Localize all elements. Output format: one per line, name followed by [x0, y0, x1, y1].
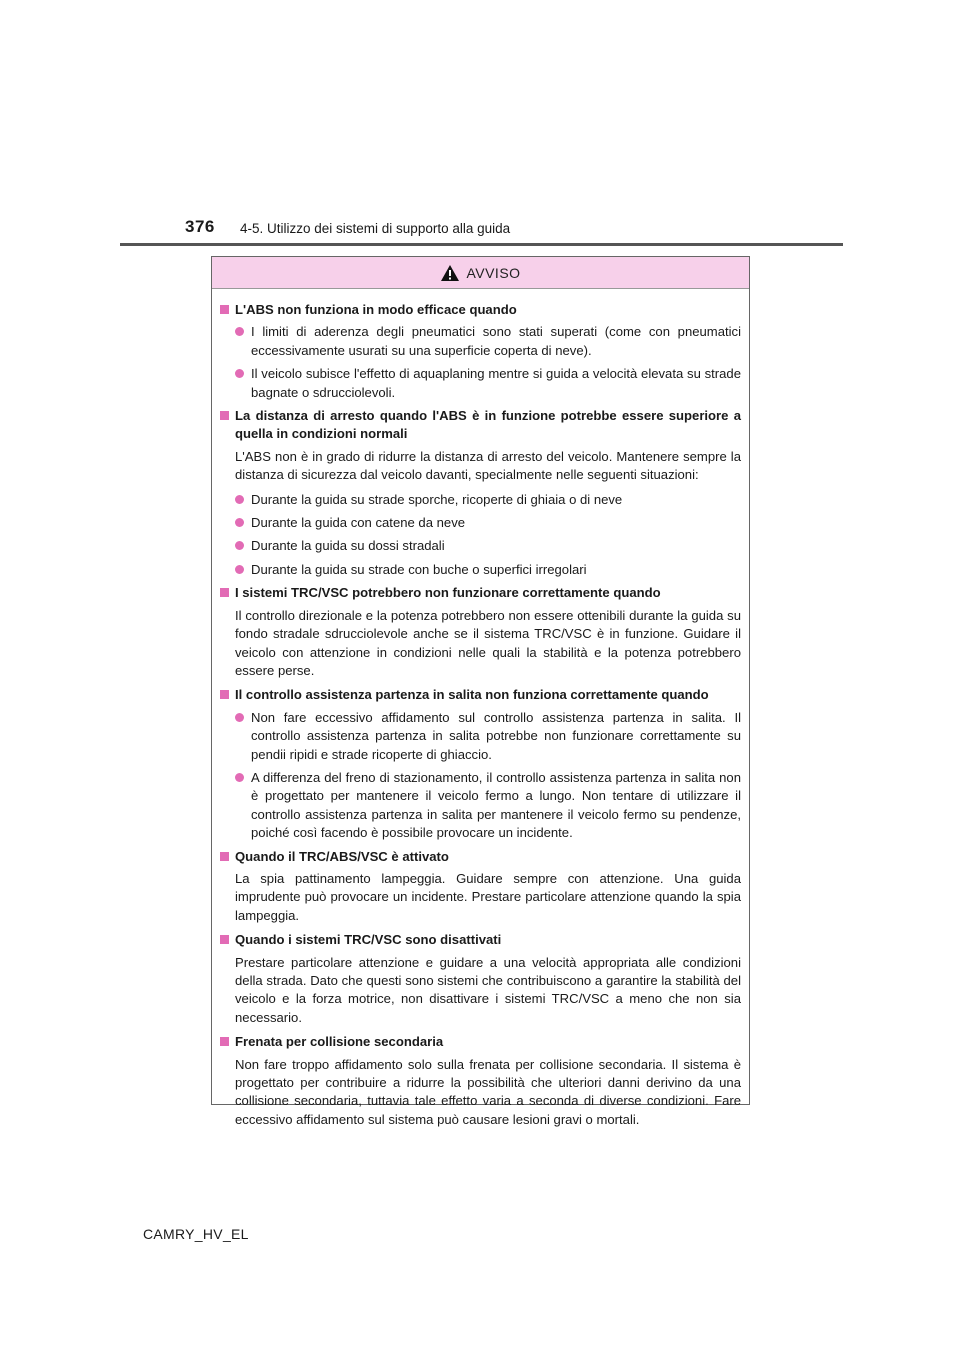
bullet-item	[235, 514, 741, 532]
square-bullet-icon	[220, 1037, 229, 1046]
bullet-item	[235, 323, 741, 360]
bullet-item	[235, 537, 741, 555]
bullet-item	[235, 365, 741, 402]
bullet-item	[235, 709, 741, 764]
section-title: 4-5. Utilizzo dei sistemi di supporto alla guida	[240, 221, 511, 236]
warning-item-title-text: I sistemi TRC/VSC potrebbero non funzionare correttamente quando	[235, 585, 661, 601]
bullet-text: Il veicolo subisce l'effetto di aquaplaning mentre si guida a velocità elevata su strade bagnate o sdrucciolevoli.	[251, 366, 741, 400]
warning-item-title	[220, 848, 741, 866]
round-bullet-icon	[235, 369, 244, 378]
warning-item-title-text: Il controllo assistenza partenza in salita non funziona correttamente quando	[235, 687, 709, 703]
bullet-text: I limiti di aderenza degli pneumatici sono stati superati (come con pneumatici eccessivamente usurati su una superficie coperta di neve).	[251, 324, 741, 358]
warning-item	[220, 301, 741, 402]
page-number: 376	[185, 217, 215, 236]
round-bullet-icon	[235, 773, 244, 782]
square-bullet-icon	[220, 690, 229, 699]
warning-item-title-text: Frenata per collisione secondaria	[235, 1034, 444, 1050]
round-bullet-icon	[235, 518, 244, 527]
warning-label: AVVISO	[466, 264, 521, 281]
round-bullet-icon	[235, 495, 244, 504]
square-bullet-icon	[220, 305, 229, 314]
warning-item-text: Prestare particolare attenzione e guidare a una velocità appropriata alle condizioni della strada. Dato che questi sono sistemi che contribuiscono a garantire la stabilità del veicolo e la forza motrice, non disattivare i sistemi TRC/VSC a meno che non sia necessario.	[235, 954, 741, 1025]
bullet-text: Durante la guida su strade con buche o superfici irregolari	[251, 561, 587, 577]
warning-item	[220, 848, 741, 926]
warning-item-title	[220, 301, 741, 319]
bullet-list	[220, 709, 741, 843]
round-bullet-icon	[235, 565, 244, 574]
warning-header	[212, 257, 749, 289]
square-bullet-icon	[220, 588, 229, 597]
bullet-text: Durante la guida su dossi stradali	[251, 538, 445, 554]
warning-item-title	[220, 407, 741, 444]
round-bullet-icon	[235, 327, 244, 336]
square-bullet-icon	[220, 852, 229, 861]
bullet-item	[235, 769, 741, 843]
warning-box	[211, 256, 750, 1127]
round-bullet-icon	[235, 713, 244, 722]
warning-item-text: Non fare troppo affidamento solo sulla frenata per collisione secondaria. Il sistema è progettato per contribuire a ridurre la possibilità che ulteriori danni derivino da una collisione secondaria, tuttavia tale effetto varia a seconda di diverse condizioni. Fare eccessivo affidamento sul sistema può causare lesioni gravi o mortali.	[235, 1056, 741, 1127]
square-bullet-icon	[220, 935, 229, 944]
warning-item-title	[220, 584, 741, 602]
bullet-text: A differenza del freno di stazionamento, il controllo assistenza partenza in salita non è progettato per mantenere il veicolo fermo a lungo. Non tentare di utilizzare il controllo assistenza partenza in salita per mantenere il veicolo fermo su pendenze, poiché così facendo è possibile provocare un incidente.	[251, 769, 741, 841]
header-rule	[120, 243, 843, 246]
warning-item-title-text: Quando il TRC/ABS/VSC è attivato	[235, 848, 449, 864]
warning-body	[212, 289, 749, 1129]
bullet-item	[235, 491, 741, 509]
bullet-text: Durante la guida con catene da neve	[251, 515, 466, 531]
model-code: CAMRY_HV_EL	[143, 1226, 249, 1242]
warning-item-title-text: Quando i sistemi TRC/VSC sono disattivati	[235, 932, 502, 948]
warning-triangle-icon	[440, 264, 460, 282]
bullet-item	[235, 561, 741, 579]
round-bullet-icon	[235, 541, 244, 550]
warning-item	[220, 686, 741, 842]
warning-item	[220, 584, 741, 680]
bullet-text: Durante la guida su strade sporche, ricoperte di ghiaia o di neve	[251, 491, 623, 507]
warning-item-title	[220, 686, 741, 704]
warning-item-title	[220, 931, 741, 949]
warning-item-title-text: La distanza di arresto quando l'ABS è in funzione potrebbe essere superiore a quella in condizioni normali	[235, 408, 741, 442]
warning-item-text: La spia pattinamento lampeggia. Guidare sempre con attenzione. Una guida imprudente può provocare un incidente. Prestare particolare attenzione quando la spia lampeggia.	[235, 870, 741, 923]
warning-item	[220, 407, 741, 579]
warning-item	[220, 931, 741, 1027]
warning-item-text: Il controllo direzionale e la potenza potrebbero non essere ottenibili durante la guida su fondo stradale sdrucciolevole anche se il sistema TRC/VSC è in funzione. Guidare il veicolo con attenzione in condizioni nelle quali la stabilità e la potenza potrebbero essere perse.	[235, 607, 741, 678]
bullet-list	[220, 491, 741, 580]
warning-item-title-text: L'ABS non funziona in modo efficace quando	[235, 302, 517, 317]
bullet-text: Non fare eccessivo affidamento sul controllo assistenza partenza in salita. Il controllo assistenza partenza in salita potrebbe non funzionare correttamente su pendii ripidi e strade ricoperte di ghiaccio.	[251, 709, 741, 762]
warning-item-text: L'ABS non è in grado di ridurre la distanza di arresto del veicolo. Mantenere sempre la distanza di sicurezza dal veicolo davanti, specialmente nelle seguenti situazioni:	[235, 448, 741, 483]
square-bullet-icon	[220, 411, 229, 420]
warning-item-title	[220, 1033, 741, 1051]
warning-item	[220, 1033, 741, 1129]
bullet-list	[220, 323, 741, 402]
